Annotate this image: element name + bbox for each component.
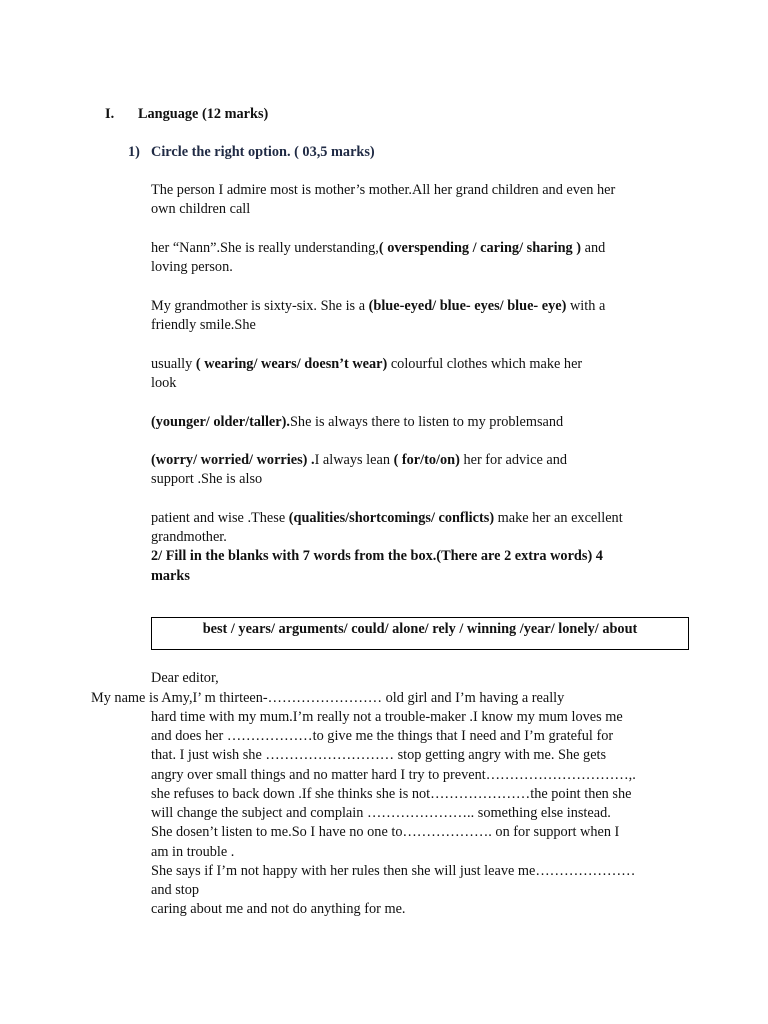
letter-line: am in trouble . xyxy=(151,844,235,860)
task1-number: 1) xyxy=(128,144,140,160)
option-group-age[interactable]: (younger/ older/taller). xyxy=(151,414,290,430)
p3-line1: My grandmother is sixty-six. She is a (blue-eyed/ blue- eyes/ blue- eye) with a xyxy=(151,298,606,314)
p6-line1: (worry/ worried/ worries) .I always lean ( for/to/on) her for advice and xyxy=(151,452,568,468)
letter-line: angry over small things and no matter hard I try to prevent…………………………,. xyxy=(151,767,636,783)
p1-line1: The person I admire most is mother’s mother.All her grand children and even her xyxy=(151,182,616,198)
p7-line2: grandmother. xyxy=(151,529,227,545)
letter-line: that. I just wish she ……………………… stop getting angry with me. She gets xyxy=(151,747,607,763)
p4-line2: look xyxy=(151,375,177,391)
option-group-worry[interactable]: (worry/ worried/ worries) . xyxy=(151,452,315,468)
p3-line2: friendly smile.She xyxy=(151,317,256,333)
letter-greeting: Dear editor, xyxy=(151,670,219,686)
option-group-preposition[interactable]: ( for/to/on) xyxy=(393,452,460,468)
task1-heading: Circle the right option. ( 03,5 marks) xyxy=(151,144,375,160)
task2-heading-line1: 2/ Fill in the blanks with 7 words from the box.(There are 2 extra words) 4 xyxy=(151,548,603,564)
letter-line: She dosen’t listen to me.So I have no one to………………. on for support when I xyxy=(151,824,620,840)
option-group-adjective[interactable]: ( overspending / caring/ sharing ) xyxy=(378,240,582,256)
letter-line: caring about me and not do anything for me. xyxy=(151,901,406,917)
section-title: Language (12 marks) xyxy=(138,106,269,122)
task2-heading-line2: marks xyxy=(151,568,190,584)
p1-line2: own children call xyxy=(151,201,251,217)
p4-line1: usually ( wearing/ wears/ doesn’t wear) colourful clothes which make her xyxy=(151,356,583,372)
letter-line: My name is Amy,I’ m thirteen-…………………… old girl and I’m having a really xyxy=(91,690,565,706)
p7-line1: patient and wise .These (qualities/shortcomings/ conflicts) make her an excellent xyxy=(151,510,623,526)
p2-line1: her “Nann”.She is really understanding,( overspending / caring/ sharing ) and xyxy=(151,240,606,256)
p2-line2: loving person. xyxy=(151,259,233,275)
letter-line: and does her ………………to give me the things that I need and I’m grateful for xyxy=(151,728,614,744)
letter-line: and stop xyxy=(151,882,200,898)
letter-line: hard time with my mum.I’m really not a trouble-maker .I know my mum loves me xyxy=(151,709,623,725)
word-box: best / years/ arguments/ could/ alone/ rely / winning /year/ lonely/ about xyxy=(151,617,689,650)
letter-line: she refuses to back down .If she thinks she is not…………………the point then she xyxy=(151,786,632,802)
letter-line: She says if I’m not happy with her rules then she will just leave me………………… xyxy=(151,863,636,879)
section-numeral: I. xyxy=(105,106,115,122)
option-group-qualities[interactable]: (qualities/shortcomings/ conflicts) xyxy=(288,510,495,526)
option-group-wear[interactable]: ( wearing/ wears/ doesn’t wear) xyxy=(195,356,388,372)
option-group-eyes[interactable]: (blue-eyed/ blue- eyes/ blue- eye) xyxy=(368,298,567,314)
letter-line: will change the subject and complain ………………….. something else instead. xyxy=(151,805,611,821)
p6-line2: support .She is also xyxy=(151,471,263,487)
p5-line1: (younger/ older/taller).She is always there to listen to my problemsand xyxy=(151,414,564,430)
